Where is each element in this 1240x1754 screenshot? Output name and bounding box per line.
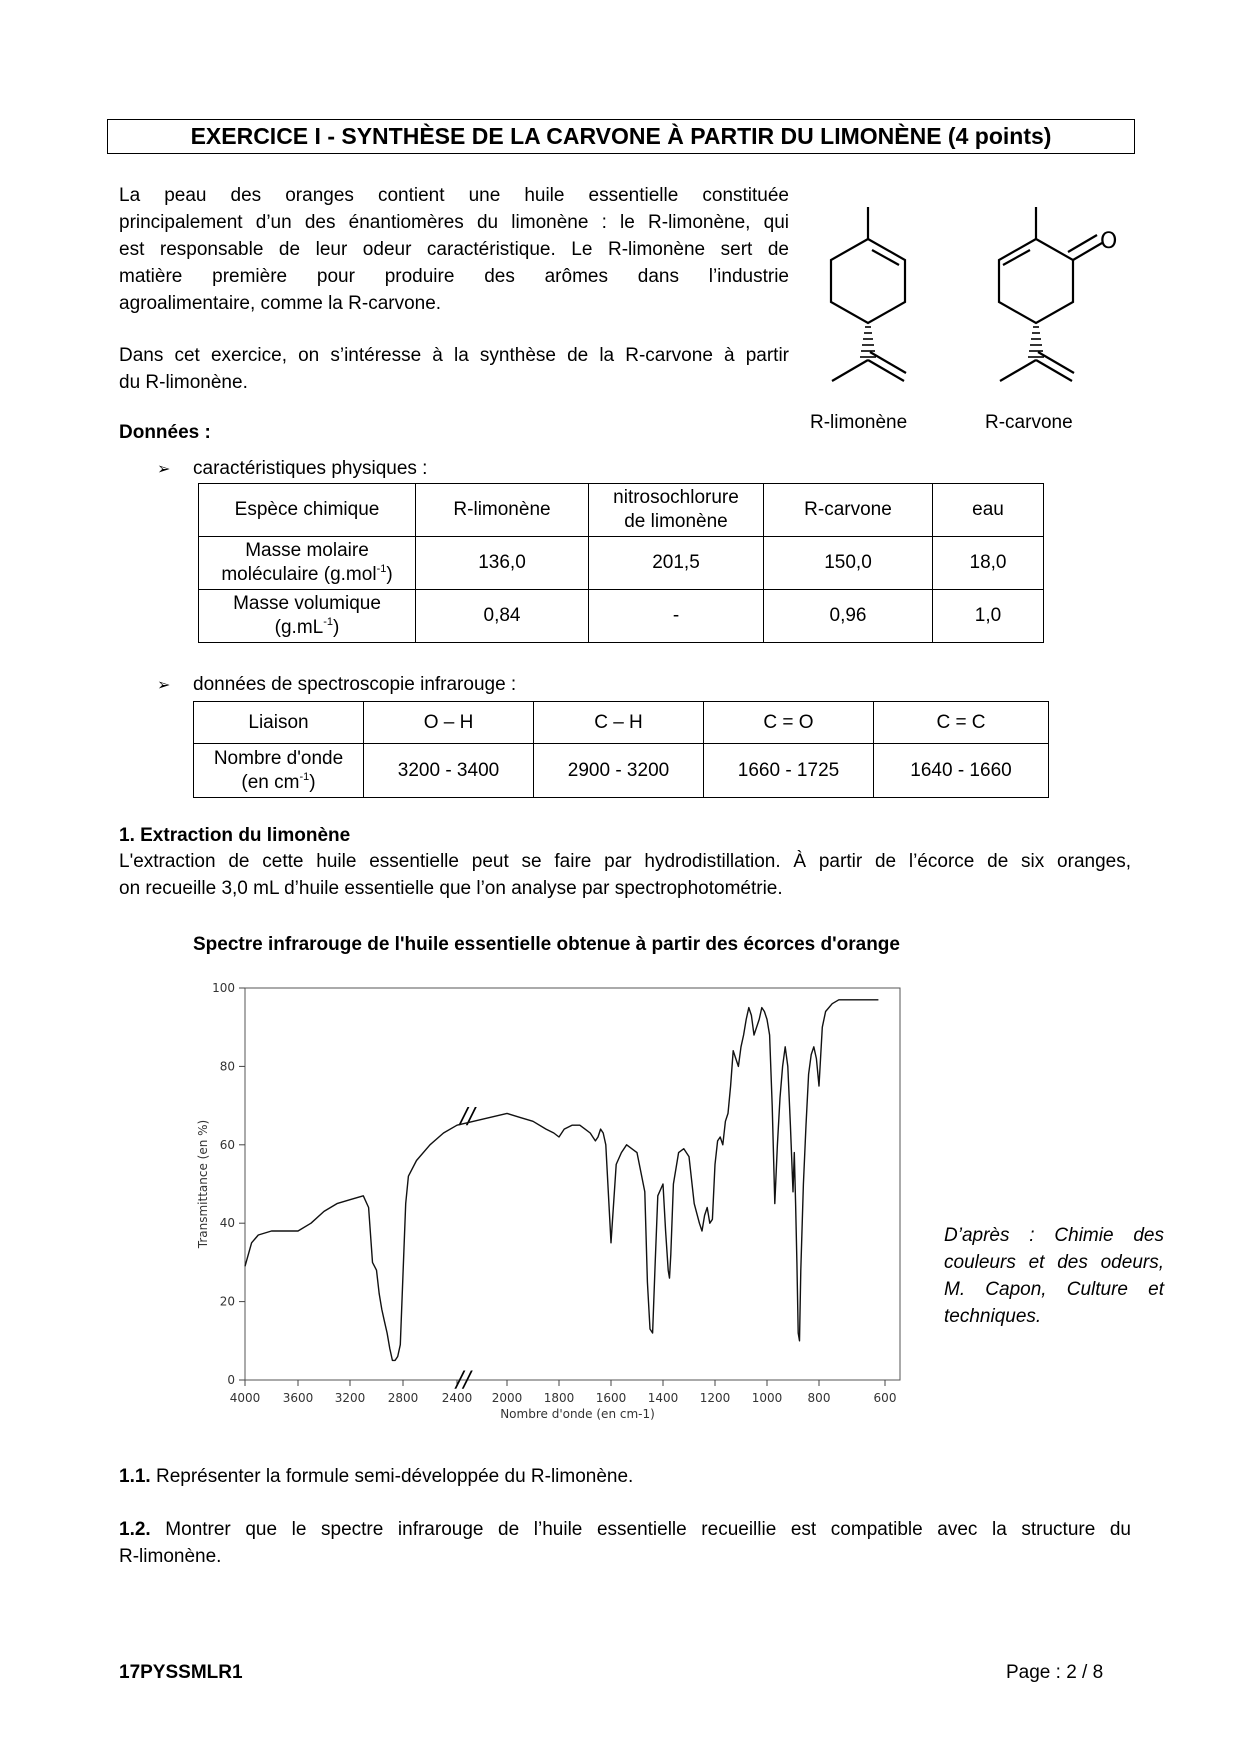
x-tick-label: 600: [873, 1391, 897, 1405]
carvone-wedge: [1028, 327, 1044, 357]
table-cell: 136,0: [416, 537, 589, 590]
header-cell-line: nitrosochlorure: [613, 487, 739, 508]
row-label: [199, 537, 416, 590]
exercise-title: EXERCICE I - SYNTHÈSE DE LA CARVONE À PARTIR DU LIMONÈNE (4 points): [107, 119, 1135, 154]
donnees-heading: Données :: [119, 422, 211, 443]
x-tick-label: 2800: [387, 1391, 419, 1405]
x-tick-label: 3200: [334, 1391, 366, 1405]
x-tick-label: 2000: [491, 1391, 523, 1405]
source-line: couleurs et des odeurs,: [944, 1252, 1164, 1273]
limonene-structure: [831, 207, 905, 323]
limonene-label: R-limonène: [810, 412, 908, 433]
source-line: M. Capon, Culture et: [944, 1279, 1164, 1300]
question-line: R-limonène.: [119, 1546, 222, 1567]
header-cell: Espèce chimique: [199, 484, 416, 537]
row-label-line: (en $cm^{-1}$): [241, 770, 316, 793]
table-cell: 2900 - 3200: [534, 744, 704, 798]
header-cell: C – H: [534, 702, 704, 744]
section-text: [119, 848, 1131, 902]
header-cell: C = C: [874, 702, 1049, 744]
table-cell: 0,84: [416, 590, 589, 643]
physical-table: [198, 483, 1044, 643]
x-tick-label: 2400: [441, 1391, 473, 1405]
spectrum-line: [245, 1000, 878, 1361]
limonene-wedge: [860, 327, 876, 357]
header-cell: eau: [933, 484, 1044, 537]
physical-label: caractéristiques physiques :: [193, 458, 428, 479]
molecule-structures: [800, 195, 1140, 410]
source-line: D’après : Chimie des: [944, 1225, 1164, 1246]
y-tick-label: 20: [219, 1294, 235, 1309]
question-line: 1.2. Montrer que le spectre infrarouge de l’huile essentielle recueillie est compatible avec la structure du: [119, 1519, 1132, 1540]
row-label-line: Masse volumique: [233, 593, 381, 614]
question-number: 1.1.: [119, 1466, 151, 1487]
ir-spectrum-chart: [195, 980, 915, 1440]
x-tick-label: 1400: [647, 1391, 679, 1405]
intro-paragraph-2: [119, 342, 789, 396]
oxygen-label: O: [1100, 229, 1118, 254]
intro-line: matière première pour produire des arômes dans l’industrie: [119, 266, 789, 287]
chart-caption: Spectre infrarouge de l'huile essentielle obtenue à partir des écorces d'orange: [193, 934, 900, 955]
header-cell: O – H: [364, 702, 534, 744]
header-cell: Liaison: [194, 702, 364, 744]
intro-line: est responsable de leur odeur caractéristique. Le R-limonène sert de: [119, 239, 789, 260]
table-cell: -: [589, 590, 764, 643]
x-tick-label: 1600: [595, 1391, 627, 1405]
y-axis-label: Transmittance (en %): [196, 1119, 210, 1249]
x-tick-label: 3600: [282, 1391, 314, 1405]
intro-line: La peau des oranges contient une huile essentielle constituée: [119, 185, 789, 206]
row-label: [199, 590, 416, 643]
section-heading: 1. Extraction du limonène: [119, 825, 351, 846]
intro-line: principalement d’un des énantiomères du limonène : le R-limonène, qui: [119, 212, 789, 233]
table-cell: 1,0: [933, 590, 1044, 643]
table-cell: 3200 - 3400: [364, 744, 534, 798]
ir-label: données de spectroscopie infrarouge :: [193, 674, 517, 695]
plot-frame: [245, 988, 900, 1380]
table-cell: 1640 - 1660: [874, 744, 1049, 798]
y-tick-label: 60: [219, 1137, 235, 1152]
question-1-2: [119, 1516, 1131, 1570]
question-1-1: [119, 1463, 633, 1490]
table-cell: 0,96: [764, 590, 933, 643]
x-axis-label: Nombre d'onde (en cm-1): [500, 1407, 655, 1421]
header-cell: R-carvone: [764, 484, 933, 537]
bullet-arrow-icon: ➢: [157, 677, 171, 694]
bullet-arrow-icon: ➢: [157, 461, 171, 478]
x-tick-label: 1200: [699, 1391, 731, 1405]
ir-table: [193, 701, 1049, 798]
header-cell: C = O: [704, 702, 874, 744]
table-cell: 1660 - 1725: [704, 744, 874, 798]
footer-code: 17PYSSMLR1: [119, 1662, 243, 1683]
table-cell: 18,0: [933, 537, 1044, 590]
x-tick-label: 800: [807, 1391, 831, 1405]
row-label-line: $(g.mL^{-1})$: [274, 616, 340, 638]
footer-page: Page : 2 / 8: [1006, 1662, 1104, 1683]
row-label: [194, 744, 364, 798]
table-cell: 150,0: [764, 537, 933, 590]
y-tick-label: 0: [227, 1373, 235, 1387]
header-cell-line: de limonène: [624, 511, 728, 532]
section-line: L'extraction de cette huile essentielle peut se faire par hydrodistillation. À partir de l’écorce de six oranges,: [119, 851, 1131, 872]
intro-line: Dans cet exercice, on s’intéresse à la synthèse de la R-carvone à partir: [119, 345, 789, 366]
section-line: on recueille 3,0 mL d’huile essentielle que l’on analyse par spectrophotométrie.: [119, 878, 783, 899]
source-note: [944, 1222, 1164, 1330]
x-tick-label: 1000: [751, 1391, 783, 1405]
y-tick-label: 80: [219, 1059, 235, 1074]
y-tick-label: 40: [219, 1216, 235, 1231]
source-line: techniques.: [944, 1306, 1042, 1327]
table-cell: 201,5: [589, 537, 764, 590]
row-label-line: moléculaire (g.mol$^{-1}$): [221, 563, 393, 585]
header-cell: R-limonène: [416, 484, 589, 537]
x-axis-break: //: [456, 1368, 471, 1393]
row-label-line: Nombre d'onde: [213, 747, 344, 769]
y-tick-label: 100: [212, 981, 235, 995]
header-cell: [589, 484, 764, 537]
curve-break: //: [460, 1104, 475, 1130]
carvone-label: R-carvone: [985, 412, 1073, 433]
x-tick-label: 4000: [229, 1391, 261, 1405]
x-tick-label: 1800: [543, 1391, 575, 1405]
intro-line: du R-limonène.: [119, 372, 248, 393]
row-label-line: Masse molaire: [245, 540, 369, 561]
intro-line: agroalimentaire, comme la R-carvone.: [119, 293, 442, 314]
intro-paragraph: [119, 182, 789, 317]
question-text: Représenter la formule semi-développée du R-limonène.: [155, 1466, 634, 1487]
carvone-structure: [999, 207, 1102, 323]
